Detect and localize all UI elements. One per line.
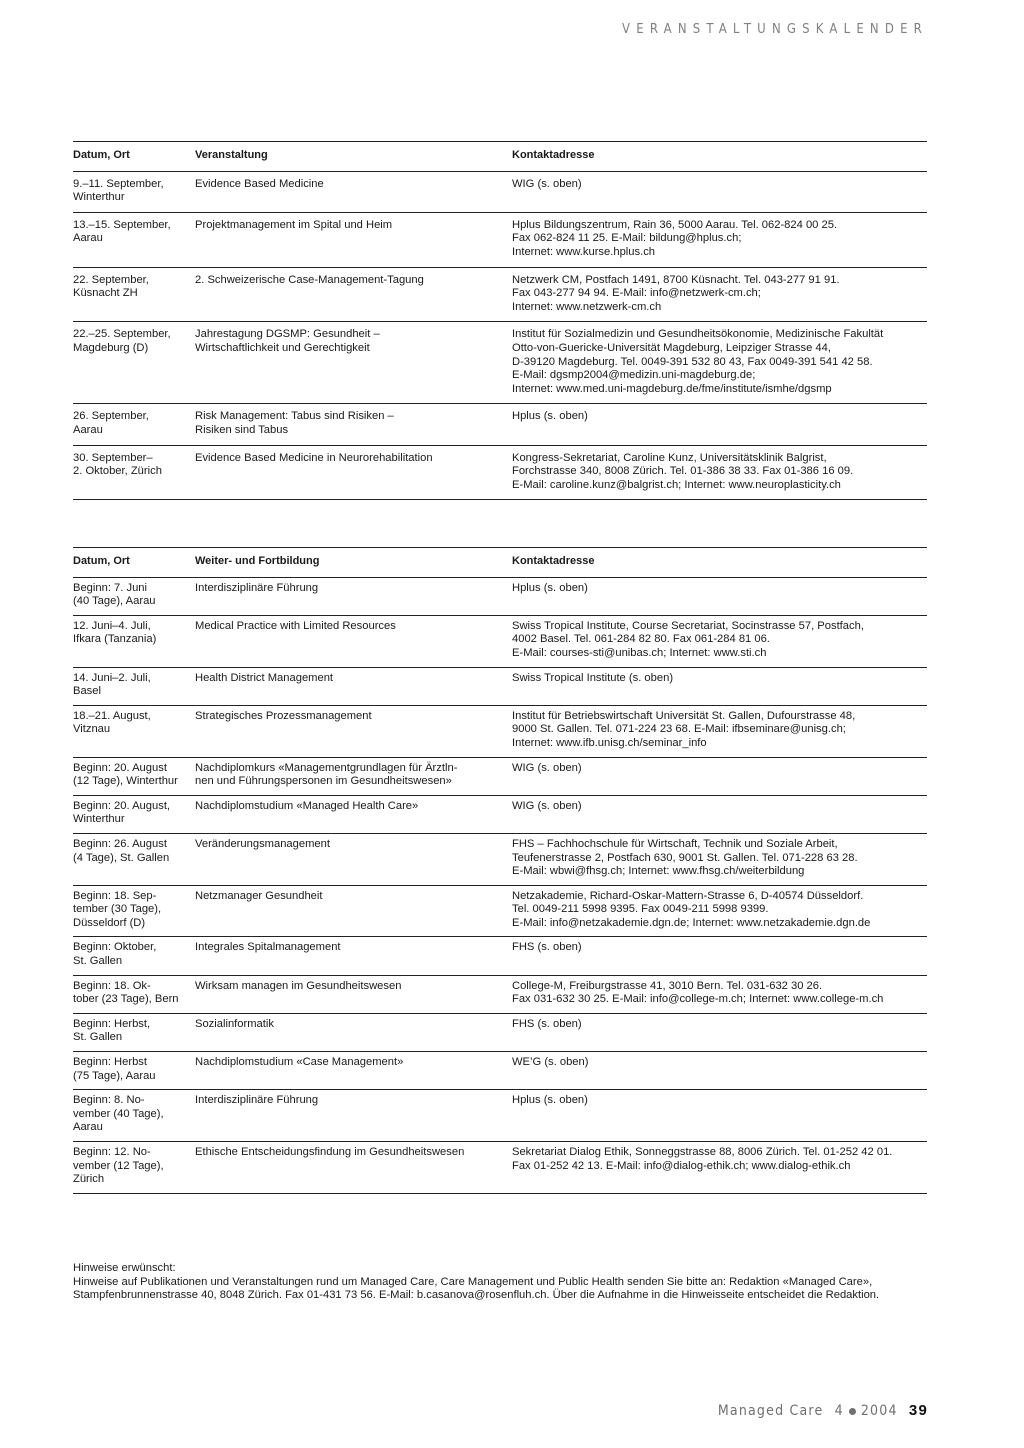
table-row (73, 757, 927, 795)
notes-heading: Hinweise erwünscht: (73, 1262, 176, 1274)
cell-contact: FHS (s. oben) (512, 1013, 927, 1051)
cell-contact: Kongress-Sekretariat, Caroline Kunz, Universitätsklinik Balgrist, Forchstrasse 340, 8008 Zürich. Tel. 01-386 38 33. Fax 01-386 16 09. E-Mail: caroline.kunz@balgrist.ch; Internet: www.neuroplasticity.ch (512, 445, 927, 500)
table-row (73, 171, 927, 212)
cell-contact: Hplus (s. oben) (512, 1090, 927, 1142)
page-footer (718, 1402, 928, 1419)
table-row (73, 322, 927, 404)
page-number: 39 (908, 1402, 928, 1419)
cell-title: Ethische Entscheidungsfindung im Gesundheitswesen (195, 1142, 512, 1194)
training-header-course: Weiter- und Fortbildung (195, 548, 512, 578)
cell-date-location: 13.–15. September, Aarau (73, 212, 195, 267)
cell-contact: Institut für Betriebswirtschaft Universität St. Gallen, Dufourstrasse 48, 9000 St. Gallen. Tel. 071-224 23 68. E-Mail: ifbseminare@unisg.ch; Internet: www.ifb.unisg.ch/seminar_info (512, 705, 927, 757)
training-header-contact: Kontaktadresse (512, 548, 927, 578)
cell-date-location: 22.–25. September, Magdeburg (D) (73, 322, 195, 404)
table-row (73, 212, 927, 267)
cell-date-location: 9.–11. September, Winterthur (73, 171, 195, 212)
table-row (73, 404, 927, 445)
cell-title: Nachdiplomstudium «Managed Health Care» (195, 795, 512, 833)
cell-date-location: Beginn: 20. August (12 Tage), Winterthur (73, 757, 195, 795)
table-row (73, 577, 927, 615)
events-table-body (73, 171, 927, 500)
cell-title: Strategisches Prozessmanagement (195, 705, 512, 757)
cell-contact: WIG (s. oben) (512, 795, 927, 833)
cell-contact: Swiss Tropical Institute (s. oben) (512, 667, 927, 705)
cell-date-location: Beginn: 26. August (4 Tage), St. Gallen (73, 833, 195, 885)
training-header-date: Datum, Ort (73, 548, 195, 578)
cell-title: Integrales Spitalmanagement (195, 937, 512, 975)
training-table (73, 547, 927, 1194)
cell-contact: Sekretariat Dialog Ethik, Sonneggstrasse 88, 8006 Zürich. Tel. 01-252 42 01. Fax 01-252 42 13. E-Mail: info@dialog-ethik.ch; www.dialog-ethik.ch (512, 1142, 927, 1194)
cell-date-location: 12. Juni–4. Juli, Ifkara (Tanzania) (73, 615, 195, 667)
cell-date-location: Beginn: 7. Juni (40 Tage), Aarau (73, 577, 195, 615)
cell-date-location: 14. Juni–2. Juli, Basel (73, 667, 195, 705)
cell-contact: Netzakademie, Richard-Oskar-Mattern-Strasse 6, D-40574 Düsseldorf. Tel. 0049-211 5998 9395. Fax 0049-211 5998 9399. E-Mail: info@netzakademie.dgn.de; Internet: www.netzakademie.dgn.de (512, 885, 927, 937)
notes-body: Hinweise auf Publikationen und Veranstaltungen rund um Managed Care, Care Management und Public Health senden Sie bitte an: Redaktion «Managed Care», Stampfenbrunnenstrasse 40, 8048 Zürich. Fax 01-431 73 56. E-Mail: b.casanova@rosenfluh.ch. Über die Aufnahme in die Hinweisseite entscheidet die Redaktion. (73, 1275, 880, 1302)
cell-contact: Swiss Tropical Institute, Course Secretariat, Socinstrasse 57, Postfach, 4002 Basel. Tel. 061-284 82 80. Fax 061-284 81 06. E-Mail: courses-sti@unibas.ch; Internet: www.sti.ch (512, 615, 927, 667)
cell-date-location: 22. September, Küsnacht ZH (73, 267, 195, 322)
cell-title: Medical Practice with Limited Resources (195, 615, 512, 667)
cell-date-location: Beginn: 18. Sep- tember (30 Tage), Düsseldorf (D) (73, 885, 195, 937)
cell-title: Risk Management: Tabus sind Risiken – Risiken sind Tabus (195, 404, 512, 445)
cell-date-location: Beginn: Herbst, St. Gallen (73, 1013, 195, 1051)
cell-title: Sozialinformatik (195, 1013, 512, 1051)
notes-section (73, 1262, 929, 1303)
footer-journal: Managed Care (717, 1403, 824, 1419)
cell-contact: Hplus (s. oben) (512, 404, 927, 445)
cell-title: Interdisziplinäre Führung (195, 1090, 512, 1142)
cell-date-location: 30. September– 2. Oktober, Zürich (73, 445, 195, 500)
cell-contact: Hplus Bildungszentrum, Rain 36, 5000 Aarau. Tel. 062-824 00 25. Fax 062-824 11 25. E-Mail: bildung@hplus.ch; Internet: www.kurse.hplus.ch (512, 212, 927, 267)
cell-title: Interdisziplinäre Führung (195, 577, 512, 615)
training-table-header-row (73, 548, 927, 578)
cell-date-location: Beginn: 12. No- vember (12 Tage), Zürich (73, 1142, 195, 1194)
table-row (73, 1013, 927, 1051)
cell-title: Wirksam managen im Gesundheitswesen (195, 975, 512, 1013)
footer-year: 2004 (860, 1403, 898, 1419)
cell-contact: FHS (s. oben) (512, 937, 927, 975)
table-row (73, 975, 927, 1013)
footer-issue: 4 (834, 1403, 844, 1419)
table-row (73, 795, 927, 833)
table-row (73, 667, 927, 705)
bullet-dot-icon (849, 1408, 856, 1415)
cell-title: Evidence Based Medicine (195, 171, 512, 212)
cell-title: Nachdiplomkurs «Managementgrundlagen für Ärztln- nen und Führungspersonen im Gesundheitswesen» (195, 757, 512, 795)
cell-contact: Netzwerk CM, Postfach 1491, 8700 Küsnacht. Tel. 043-277 91 91. Fax 043-277 94 94. E-Mail: info@netzwerk-cm.ch; Internet: www.netzwerk-cm.ch (512, 267, 927, 322)
cell-title: 2. Schweizerische Case-Management-Tagung (195, 267, 512, 322)
cell-title: Jahrestagung DGSMP: Gesundheit – Wirtschaftlichkeit und Gerechtigkeit (195, 322, 512, 404)
events-table (73, 141, 927, 500)
cell-contact: Hplus (s. oben) (512, 577, 927, 615)
cell-title: Health District Management (195, 667, 512, 705)
events-header-event: Veranstaltung (195, 142, 512, 172)
table-row (73, 1052, 927, 1090)
table-row (73, 705, 927, 757)
events-header-date: Datum, Ort (73, 142, 195, 172)
cell-title: Nachdiplomstudium «Case Management» (195, 1052, 512, 1090)
table-row (73, 937, 927, 975)
cell-title: Evidence Based Medicine in Neurorehabilitation (195, 445, 512, 500)
table-row (73, 267, 927, 322)
cell-title: Veränderungsmanagement (195, 833, 512, 885)
table-row (73, 885, 927, 937)
cell-date-location: 18.–21. August, Vitznau (73, 705, 195, 757)
cell-date-location: Beginn: 20. August, Winterthur (73, 795, 195, 833)
events-header-contact: Kontaktadresse (512, 142, 927, 172)
cell-contact: College-M, Freiburgstrasse 41, 3010 Bern. Tel. 031-632 30 26. Fax 031-632 30 25. E-Mail: info@college-m.ch; Internet: www.college-m.ch (512, 975, 927, 1013)
table-row (73, 445, 927, 500)
cell-contact: WE’G (s. oben) (512, 1052, 927, 1090)
cell-date-location: Beginn: 18. Ok- tober (23 Tage), Bern (73, 975, 195, 1013)
cell-contact: FHS – Fachhochschule für Wirtschaft, Technik und Soziale Arbeit, Teufenerstrasse 2, Postfach 630, 9001 St. Gallen. Tel. 071-228 63 28. E-Mail: wbwi@fhsg.ch; Internet: www.fhsg.ch/weiterbildung (512, 833, 927, 885)
cell-contact: WIG (s. oben) (512, 757, 927, 795)
table-row (73, 1090, 927, 1142)
table-row (73, 1142, 927, 1194)
cell-date-location: Beginn: Herbst (75 Tage), Aarau (73, 1052, 195, 1090)
events-table-header-row (73, 142, 927, 172)
running-head: VERANSTALTUNGSKALENDER (622, 22, 928, 37)
cell-contact: WIG (s. oben) (512, 171, 927, 212)
cell-date-location: Beginn: 8. No- vember (40 Tage), Aarau (73, 1090, 195, 1142)
training-table-body (73, 577, 927, 1193)
cell-date-location: 26. September, Aarau (73, 404, 195, 445)
cell-title: Netzmanager Gesundheit (195, 885, 512, 937)
table-row (73, 615, 927, 667)
table-row (73, 833, 927, 885)
cell-title: Projektmanagement im Spital und Heim (195, 212, 512, 267)
cell-contact: Institut für Sozialmedizin und Gesundheitsökonomie, Medizinische Fakultät Otto-von-Guericke-Universität Magdeburg, Leipziger Strasse 44, D-39120 Magdeburg. Tel. 0049-391 532 80 43, Fax 0049-391 541 42 58. E-Mail: dgsmp2004@medizin.uni-magdeburg.de; Internet: www.med.uni-magdeburg.de/fme/institute/ismhe/dgsmp (512, 322, 927, 404)
cell-date-location: Beginn: Oktober, St. Gallen (73, 937, 195, 975)
